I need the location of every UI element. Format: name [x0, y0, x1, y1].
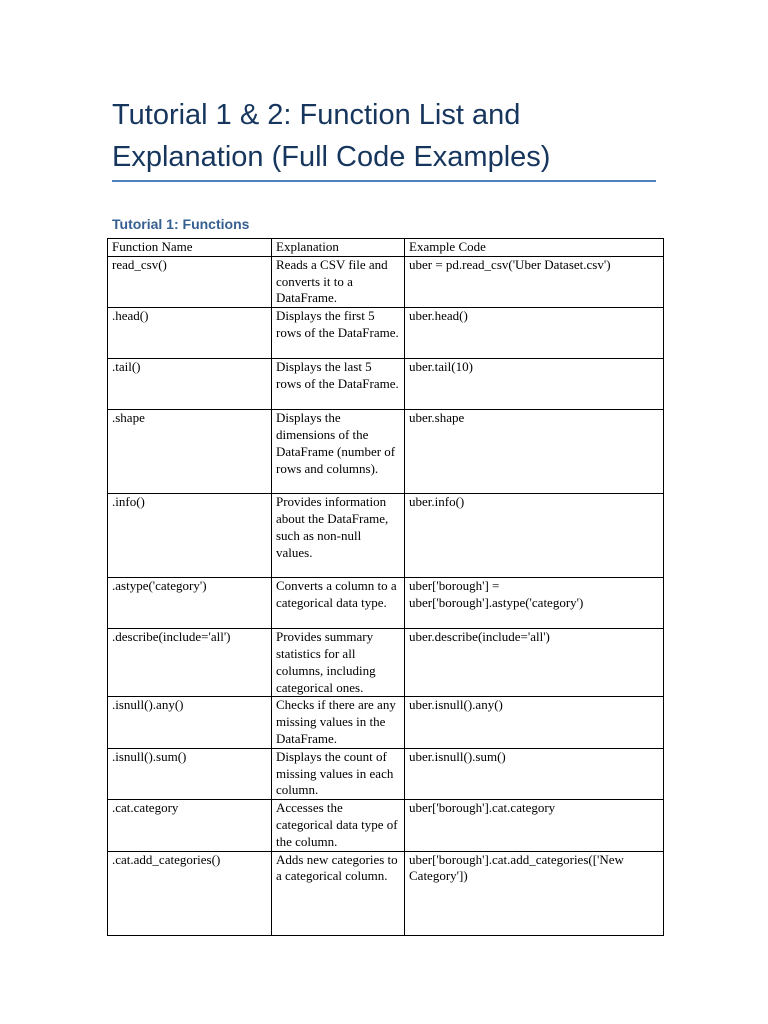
- cell-code: uber.isnull().sum(): [405, 748, 664, 799]
- cell-code: uber.describe(include='all'): [405, 629, 664, 697]
- cell-explanation: Displays the first 5 rows of the DataFrame.: [272, 308, 405, 359]
- cell-function: read_csv(): [108, 256, 272, 307]
- table-row: [108, 494, 664, 578]
- cell-function: .describe(include='all'): [108, 629, 272, 697]
- cell-function: .cat.category: [108, 800, 272, 851]
- cell-code: uber.isnull().any(): [405, 697, 664, 748]
- table-row: [108, 629, 664, 697]
- cell-code: uber.head(): [405, 308, 664, 359]
- cell-explanation: Accesses the categorical data type of the column.: [272, 800, 405, 851]
- cell-function: .astype('category'): [108, 578, 272, 629]
- table-row: [108, 359, 664, 410]
- table-row: [108, 410, 664, 494]
- table-row: [108, 748, 664, 799]
- header-explanation: Explanation: [272, 239, 405, 257]
- cell-explanation: Converts a column to a categorical data type.: [272, 578, 405, 629]
- cell-explanation: Provides information about the DataFrame, such as non-null values.: [272, 494, 405, 578]
- function-table: [107, 238, 664, 936]
- cell-explanation: Displays the last 5 rows of the DataFrame.: [272, 359, 405, 410]
- title-underline: [112, 180, 656, 182]
- table-row: [108, 800, 664, 851]
- cell-explanation: Checks if there are any missing values in the DataFrame.: [272, 697, 405, 748]
- document-title: Tutorial 1 & 2: Function List and Explanation (Full Code Examples): [112, 99, 551, 173]
- cell-function: .info(): [108, 494, 272, 578]
- cell-code: uber.shape: [405, 410, 664, 494]
- cell-code: uber.info(): [405, 494, 664, 578]
- cell-code: uber.tail(10): [405, 359, 664, 410]
- table-row: [108, 851, 664, 935]
- table-row: [108, 256, 664, 307]
- table-row: [108, 697, 664, 748]
- cell-explanation: Provides summary statistics for all columns, including categorical ones.: [272, 629, 405, 697]
- header-example-code: Example Code: [405, 239, 664, 257]
- cell-code: uber['borough'].cat.add_categories(['New Category']): [405, 851, 664, 935]
- cell-function: .tail(): [108, 359, 272, 410]
- section-heading: Tutorial 1: Functions: [112, 216, 250, 232]
- table-row: [108, 308, 664, 359]
- cell-explanation: Displays the count of missing values in each column.: [272, 748, 405, 799]
- cell-code: uber['borough'].cat.category: [405, 800, 664, 851]
- cell-code: uber = pd.read_csv('Uber Dataset.csv'): [405, 256, 664, 307]
- header-function-name: Function Name: [108, 239, 272, 257]
- cell-function: .shape: [108, 410, 272, 494]
- cell-explanation: Displays the dimensions of the DataFrame (number of rows and columns).: [272, 410, 405, 494]
- table-header-row: [108, 239, 664, 257]
- cell-function: .cat.add_categories(): [108, 851, 272, 935]
- cell-function: .head(): [108, 308, 272, 359]
- cell-code: uber['borough'] = uber['borough'].astype('category'): [405, 578, 664, 629]
- cell-function: .isnull().any(): [108, 697, 272, 748]
- table-row: [108, 578, 664, 629]
- cell-explanation: Reads a CSV file and converts it to a DataFrame.: [272, 256, 405, 307]
- cell-function: .isnull().sum(): [108, 748, 272, 799]
- cell-explanation: Adds new categories to a categorical column.: [272, 851, 405, 935]
